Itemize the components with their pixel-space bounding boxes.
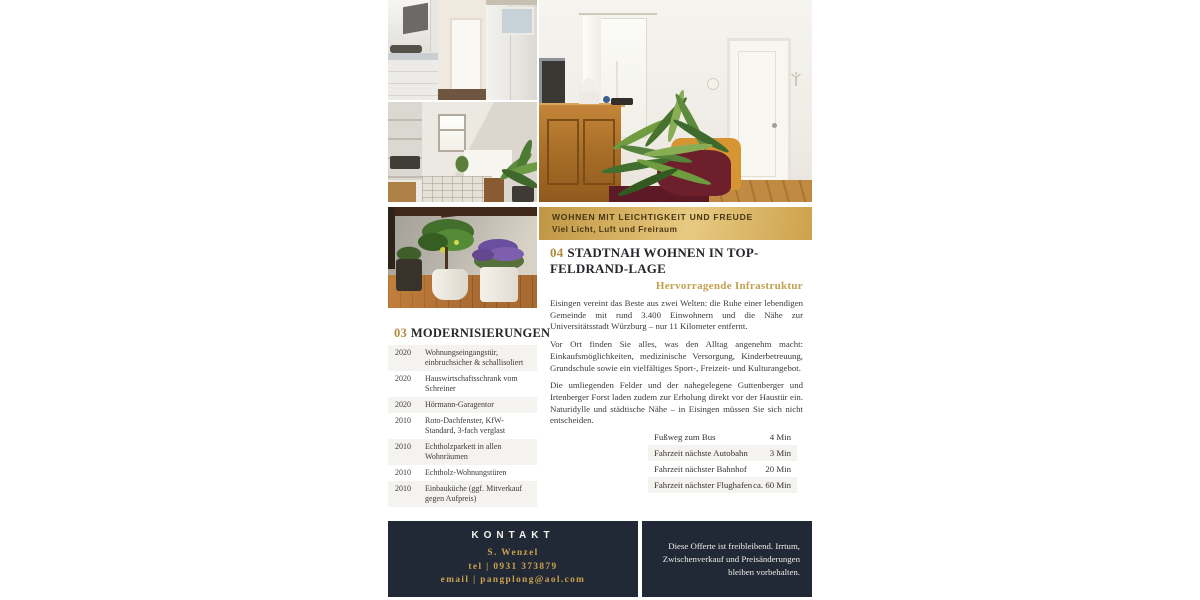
item-text: Roto-Dachfenster, KfW-Standard, 3-fach verglast <box>425 416 506 435</box>
photo-living-room <box>539 0 812 202</box>
year-cell: 2020 <box>395 400 411 409</box>
disclaimer-text: Diese Offerte ist freibleibend. Irrtum, Zwischenverkauf und Preisänderungen bleiben vorbehalten. <box>662 541 800 577</box>
section-title <box>550 245 803 277</box>
photo-kitchen-hallway <box>388 0 537 100</box>
hero-band-title: WOHNEN MIT LEICHTIGKEIT UND FREUDE <box>552 212 753 222</box>
location-paragraph: Die umliegenden Felder und der nahegelegene Guttenberger und Irtenberger Forst laden zudem zur Erholung direkt vor der Haustür ein. Naturidylle und städtische Nähe – in Eisingen müssen Sie sich nicht entscheiden. <box>550 380 803 426</box>
modernizations-title-text: MODERNISIERUNGEN <box>410 326 551 340</box>
contact-box <box>388 521 638 597</box>
modernizations-section <box>388 326 551 507</box>
travel-label: Fahrzeit nächster Flughafen <box>654 479 753 490</box>
tiled-floor <box>422 176 492 202</box>
section-number: 03 <box>394 326 407 340</box>
contact-title: KONTAKT <box>471 530 555 541</box>
wicker-basket <box>388 182 416 202</box>
separator: | <box>473 575 477 585</box>
modernizations-list <box>388 345 537 507</box>
photo-balcony <box>388 207 537 308</box>
item-text: Einbauküche (ggf. Mitverkauf gegen Aufpreis) <box>425 484 523 503</box>
travel-value: 20 Min <box>765 463 791 474</box>
year-cell: 2020 <box>395 348 411 357</box>
list-item <box>388 397 537 413</box>
travel-times-table <box>648 429 797 493</box>
section-number: 04 <box>550 245 564 260</box>
location-paragraph: Eisingen vereint das Beste aus zwei Welten: die Ruhe einer lebendigen Gemeinde mit rund 3.400 Einwohnern und die Nähe zur Universitätsstadt Würzburg – nur 11 Kilometer entfernt. <box>550 298 803 332</box>
item-text: Wohnungseingangstür, einbruchsicher & schallisoliert <box>425 348 524 367</box>
plant-pot <box>512 186 534 202</box>
item-text: Echtholz-Wohnungstüren <box>425 468 507 477</box>
location-paragraph: Vor Ort finden Sie alles, was den Alltag angenehm macht: Einkaufsmöglichkeiten, medizinische Versorgung, Kinderbetreuung, Grundschule sowie ein vielfältiges Sport-, Freizeit- und Kulturangebot. <box>550 339 803 373</box>
section-title-text: STADTNAH WOHNEN IN TOP-FELDRAND-LAGE <box>550 245 759 276</box>
separator: | <box>486 561 490 572</box>
dark-planter <box>396 259 422 291</box>
extractor-hood <box>403 3 428 34</box>
list-item <box>388 465 537 481</box>
hero-band-subtitle: Viel Licht, Luft und Freiraum <box>552 225 678 234</box>
list-item <box>388 481 537 507</box>
square-white-pot <box>480 267 518 302</box>
skylight-window <box>438 114 466 152</box>
year-cell: 2010 <box>395 416 411 425</box>
bust-sculpture <box>583 78 595 92</box>
travel-label: Fahrzeit nächste Autobahn <box>654 447 748 458</box>
table-row <box>648 429 797 445</box>
modernizations-title <box>388 326 551 341</box>
contact-phone-line <box>388 561 638 575</box>
list-item <box>388 345 537 371</box>
item-text: Hauswirtschaftsschrank vom Schreiner <box>425 374 518 393</box>
small-window <box>500 7 534 35</box>
list-item <box>388 413 537 439</box>
antler-decor <box>791 72 801 86</box>
year-cell: 2010 <box>395 468 411 477</box>
travel-value: ca. 60 Min <box>753 479 791 490</box>
location-section <box>550 245 803 427</box>
open-door <box>450 18 482 98</box>
section-subtitle: Hervorragende Infrastruktur <box>655 280 803 292</box>
travel-value: 4 Min <box>769 431 791 442</box>
table-row <box>648 477 797 493</box>
travel-label: Fahrzeit nächster Bahnhof <box>654 463 747 474</box>
list-item <box>388 439 537 465</box>
item-text: Hörmann-Garagentor <box>425 400 494 409</box>
door-handle <box>772 123 777 128</box>
table-row <box>648 461 797 477</box>
year-cell: 2010 <box>395 442 411 451</box>
kitchen-counter <box>388 53 440 60</box>
photo-attic-kitchen <box>388 102 537 202</box>
email-address: pangplong@aol.com <box>480 575 586 585</box>
travel-value: 3 Min <box>769 447 791 458</box>
round-white-pot <box>432 269 468 300</box>
contact-name: S. Wenzel <box>487 548 539 558</box>
phone-label: tel <box>468 561 483 572</box>
table-row <box>648 445 797 461</box>
wall-clock <box>707 78 719 90</box>
hero-band <box>539 207 812 240</box>
email-label: email <box>440 575 470 585</box>
year-cell: 2020 <box>395 374 411 383</box>
document-sheet <box>388 0 812 600</box>
disclaimer-box <box>642 521 812 597</box>
travel-label: Fußweg zum Bus <box>654 431 716 442</box>
contact-email-line <box>388 574 638 588</box>
year-cell: 2010 <box>395 484 411 493</box>
list-item <box>388 371 537 397</box>
item-text: Echtholzparkett in allen Wohnräumen <box>425 442 502 461</box>
phone-number: 0931 373879 <box>493 561 558 572</box>
